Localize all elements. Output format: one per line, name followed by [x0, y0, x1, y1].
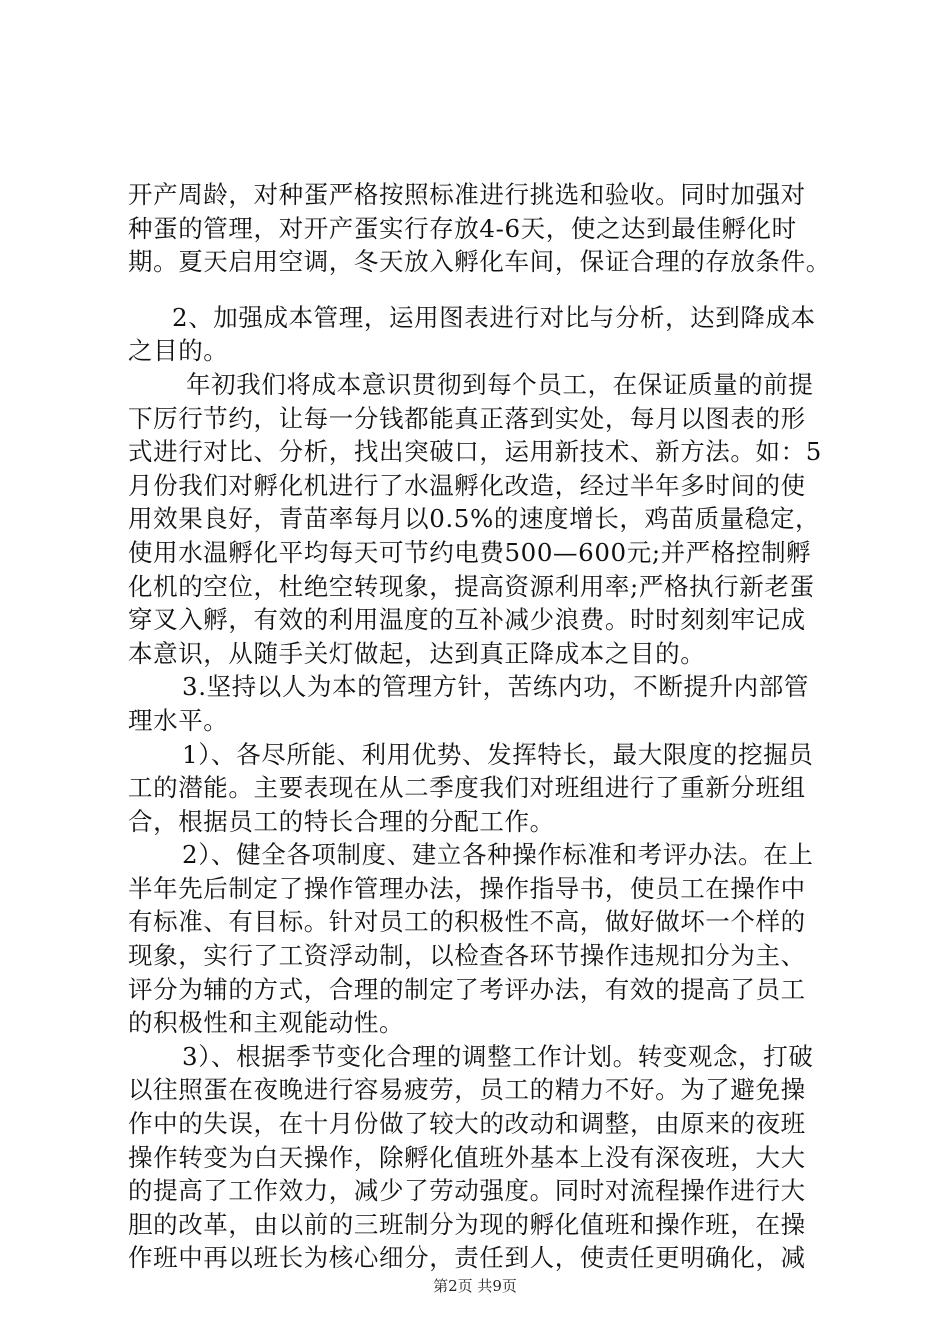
text-line: 期。夏天启用空调，冬天放入孵化车间，保证合理的存放条件。 [128, 247, 831, 277]
paragraph-item-3 [128, 1040, 838, 1275]
text-line: 合，根据员工的特长合理的分配工作。 [128, 806, 555, 836]
paragraph-cost-details [128, 368, 838, 670]
text-line: 式进行对比、分析，找出突破口，运用新技术、新方法。如：5 [128, 437, 822, 467]
text-line: 工的潜能。主要表现在从二季度我们对班组进行了重新分班组 [128, 773, 806, 803]
text-line: 3）、根据季节变化合理的调整工作计划。转变观念，打破 [182, 1041, 814, 1071]
text-line: 年初我们将成本意识贯彻到每个员工，在保证质量的前提 [186, 369, 814, 399]
text-line: 理水平。 [128, 705, 229, 735]
text-line: 3.坚持以人为本的管理方针，苦练内功，不断提升内部管 [182, 672, 809, 702]
text-line: 之目的。 [128, 336, 229, 366]
text-line: 以往照蛋在夜晚进行容易疲劳，员工的精力不好。为了避免操 [128, 1075, 806, 1105]
text-line: 半年先后制定了操作管理办法，操作指导书，使员工在操作中 [128, 873, 806, 903]
page-number-footer: 第2页 共9页 [433, 1277, 517, 1295]
text-line: 化机的空位，杜绝空转现象，提高资源利用率;严格执行新老蛋 [128, 571, 815, 601]
section-heading-people-management [128, 670, 838, 737]
text-line: 作班中再以班长为核心细分，责任到人，使责任更明确化，减 [128, 1243, 806, 1273]
text-line: 作中的失误，在十月份做了较大的改动和调整，由原来的夜班 [128, 1109, 806, 1139]
text-line: 使用水温孵化平均每天可节约电费500—600元;并严格控制孵 [128, 537, 812, 567]
text-line: 种蛋的管理，对开产蛋实行存放4-6天，使之达到最佳孵化时 [128, 213, 797, 243]
text-line: 评分为辅的方式，合理的制定了考评办法，有效的提高了员工 [128, 974, 806, 1004]
paragraph-seed-egg-storage [128, 178, 838, 279]
text-line: 本意识，从随手关灯做起，达到真正降成本之目的。 [128, 638, 706, 668]
text-line: 开产周龄，对种蛋严格按照标准进行挑选和验收。同时加强对 [128, 180, 806, 209]
text-line: 穿叉入孵，有效的利用温度的互补减少浪费。时时刻刻牢记成 [128, 605, 806, 635]
text-line: 用效果良好，青苗率每月以0.5%的速度增长，鸡苗质量稳定， [128, 504, 821, 534]
text-line: 2）、健全各项制度、建立各种操作标准和考评办法。在上 [182, 840, 814, 870]
text-line: 现象，实行了工资浮动制，以检查各环节操作违规扣分为主、 [128, 941, 806, 971]
paragraph-item-2 [128, 838, 838, 1040]
text-line: 有标准、有目标。针对员工的积极性不高，做好做坏一个样的 [128, 907, 806, 937]
text-line: 操作转变为白天操作，除孵化值班外基本上没有深夜班，大大 [128, 1142, 806, 1172]
document-body [128, 178, 838, 1275]
text-line: 下厉行节约，让每一分钱都能真正落到实处，每月以图表的形 [128, 403, 806, 433]
text-line: 2、加强成本管理，运用图表进行对比与分析，达到降成本 [172, 302, 816, 332]
section-heading-cost-management [128, 301, 838, 368]
text-line: 的积极性和主观能动性。 [128, 1008, 405, 1038]
text-line: 月份我们对孵化机进行了水温孵化改造，经过半年多时间的使 [128, 470, 806, 500]
text-line: 的提高了工作效力，减少了劳动强度。同时对流程操作进行大 [128, 1176, 806, 1206]
paragraph-gap [128, 279, 838, 301]
text-line: 胆的改革，由以前的三班制分为现的孵化值班和操作班，在操 [128, 1209, 806, 1239]
paragraph-item-1 [128, 738, 838, 839]
text-line: 1）、各尽所能、利用优势、发挥特长，最大限度的挖掘员 [182, 739, 814, 769]
